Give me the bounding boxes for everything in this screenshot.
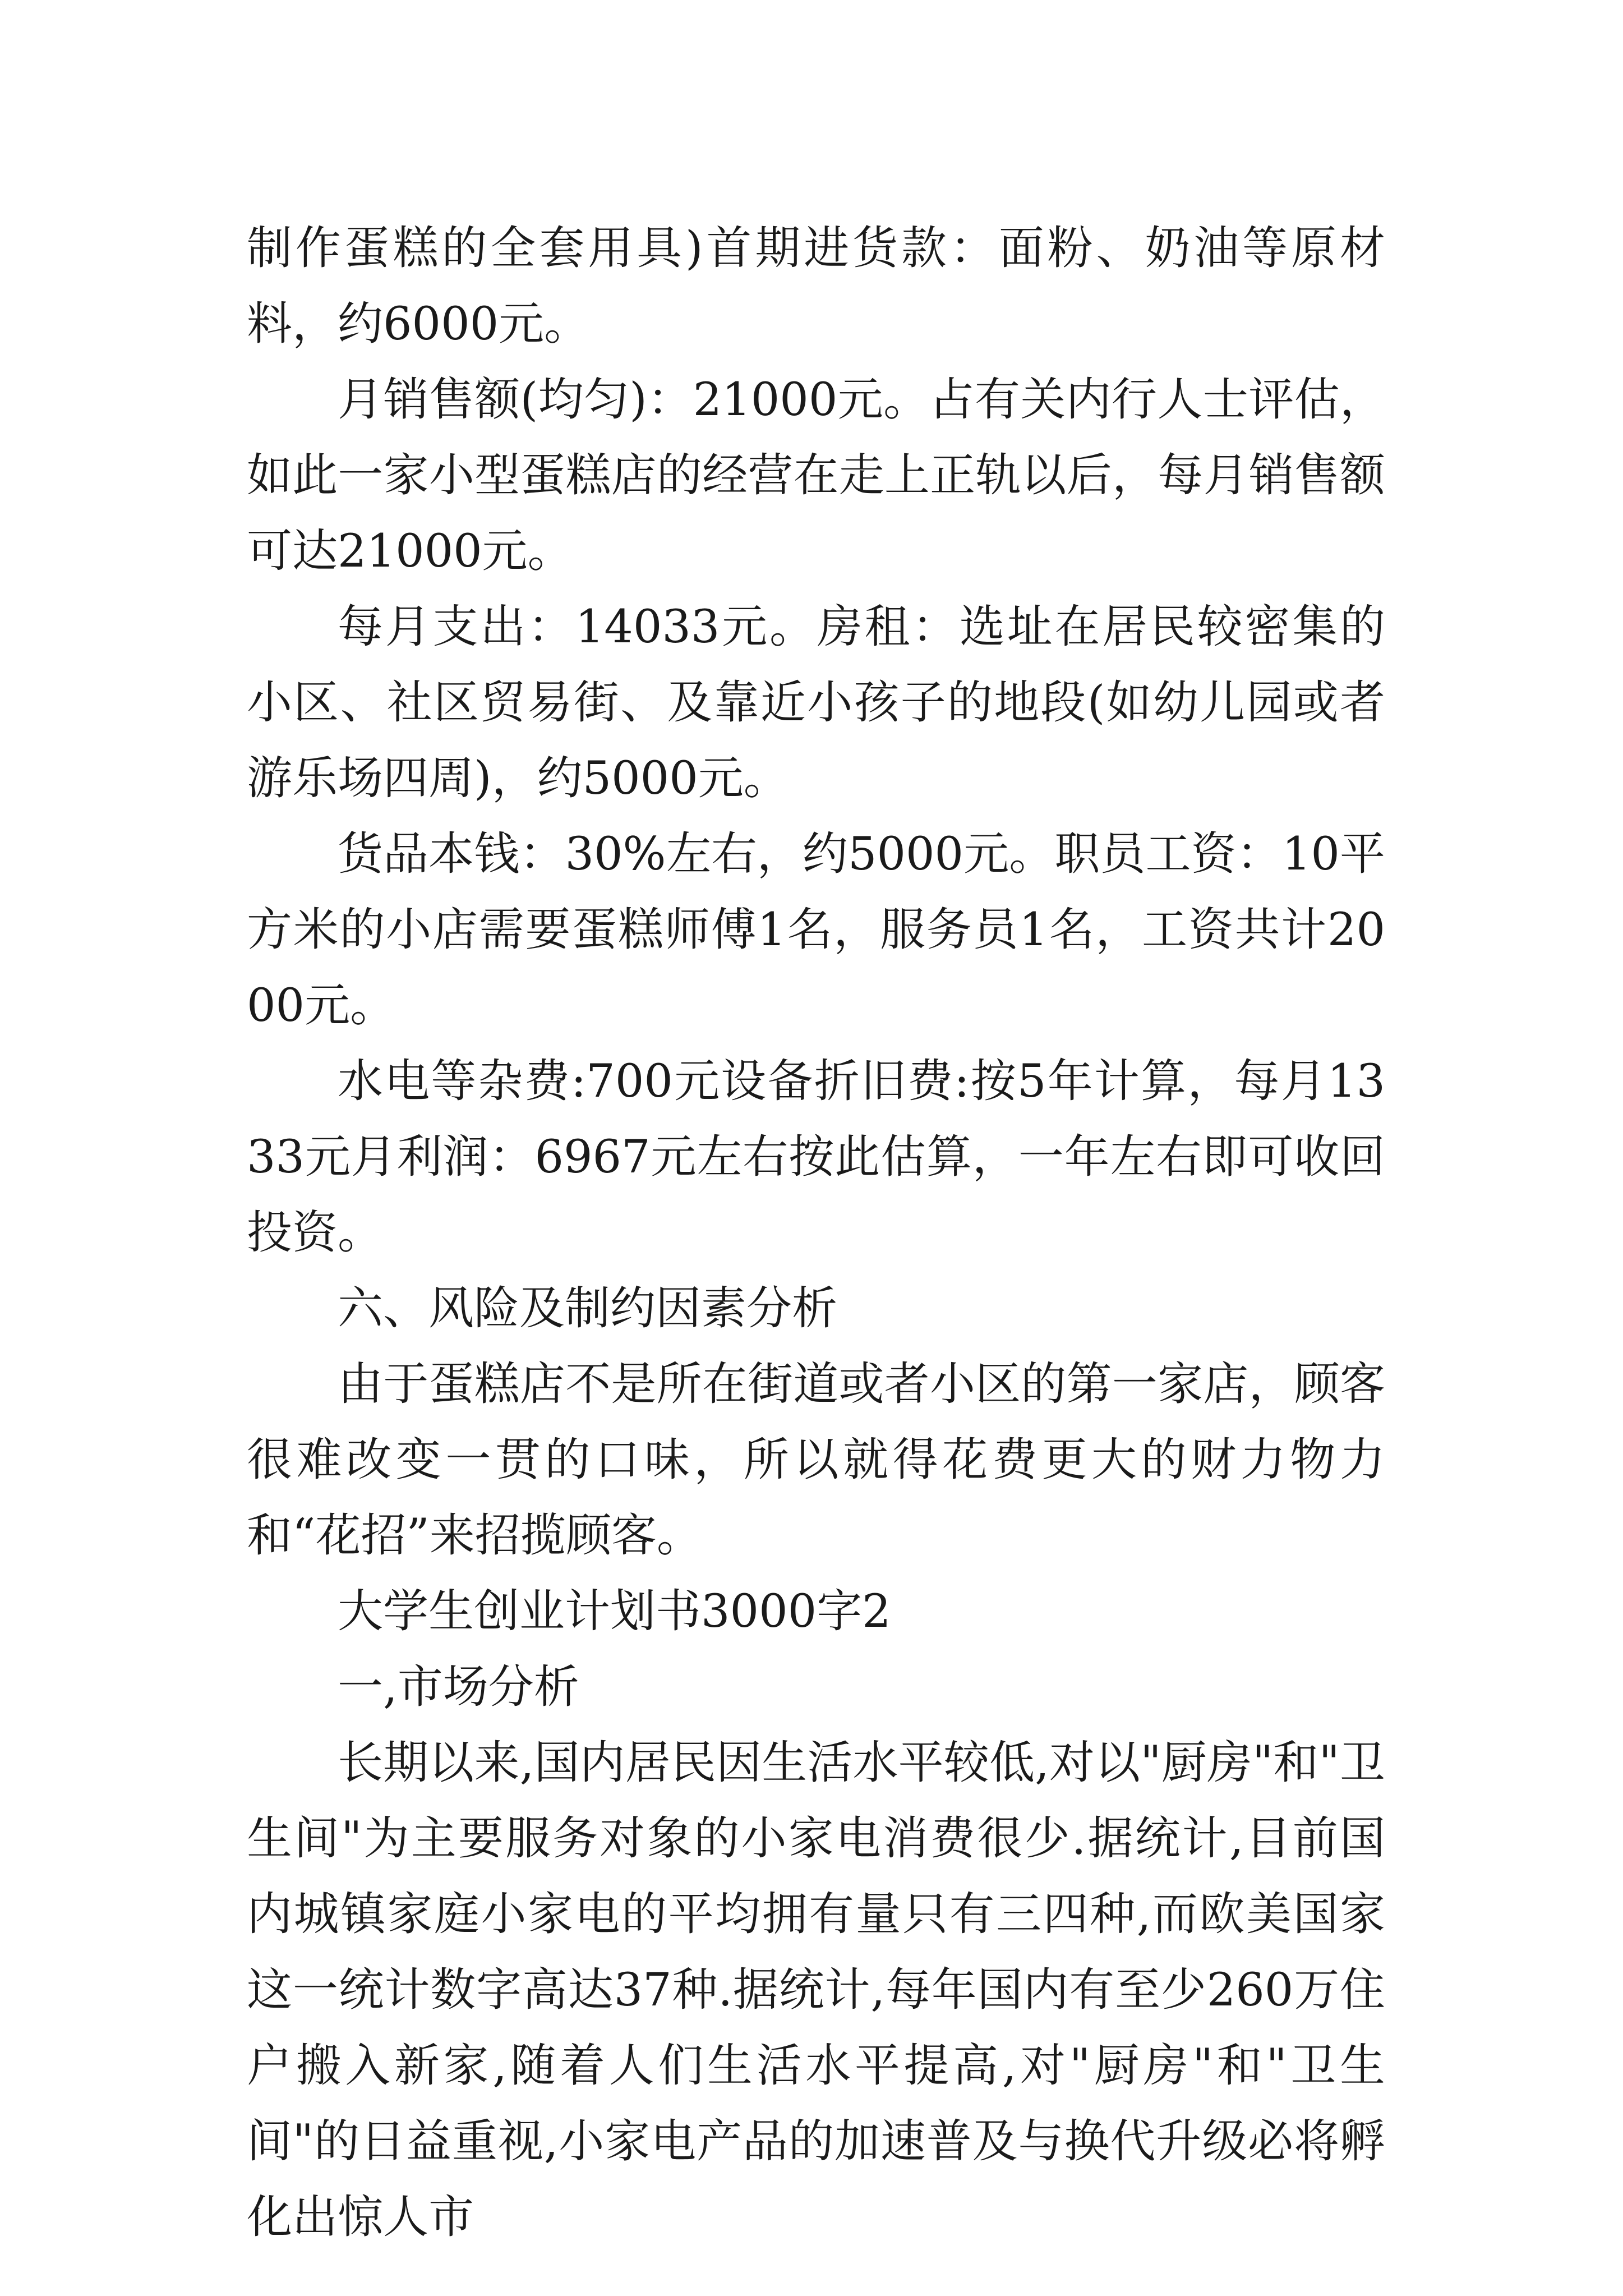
section-heading-risk: 六、风险及制约因素分析 <box>338 1282 838 1335</box>
document-body <box>247 211 1385 2256</box>
paragraph-goods-cost: 货品本钱：30%左右，约5000元。职员工资：10平方米的小店需要蛋糕师傅1名，服务员1名，工资共计2000元。 <box>247 828 1385 1032</box>
paragraph-monthly-sales: 月销售额(均匀)：21000元。占有关内行人士评估，如此一家小型蛋糕店的经营在走上正轨以后，每月销售额可达21000元。 <box>247 374 1385 578</box>
paragraph-utilities: 水电等杂费:700元设备折旧费:按5年计算，每月1333元月利润：6967元左右按此估算，一年左右即可收回投资。 <box>247 1055 1385 1259</box>
section-heading-market: 一,市场分析 <box>338 1661 579 1714</box>
paragraph-risk: 由于蛋糕店不是所在街道或者小区的第一家店，顾客很难改变一贯的口味，所以就得花费更大的财力物力和“花招”来招揽顾客。 <box>247 1358 1385 1562</box>
paragraph-continuation: 制作蛋糕的全套用具)首期进货款：面粉、奶油等原材料，约6000元。 <box>247 222 1385 351</box>
document-subtitle: 大学生创业计划书3000字2 <box>338 1585 891 1638</box>
paragraph-market: 长期以来,国内居民因生活水平较低,对以"厨房"和"卫生间"为主要服务对象的小家电消费很少.据统计,目前国内城镇家庭小家电的平均拥有量只有三四种,而欧美国家这一统计数字高达37种.据统计,每年国内有至少260万住户搬入新家,随着人们生活水平提高,对"厨房"和"卫生间"的日益重视,小家电产品的加速普及与换代升级必将孵化出惊人市 <box>247 1737 1385 2244</box>
paragraph-monthly-expenses: 每月支出：14033元。房租：选址在居民较密集的小区、社区贸易街、及靠近小孩子的地段(如幼儿园或者游乐场四周)，约5000元。 <box>247 601 1385 805</box>
